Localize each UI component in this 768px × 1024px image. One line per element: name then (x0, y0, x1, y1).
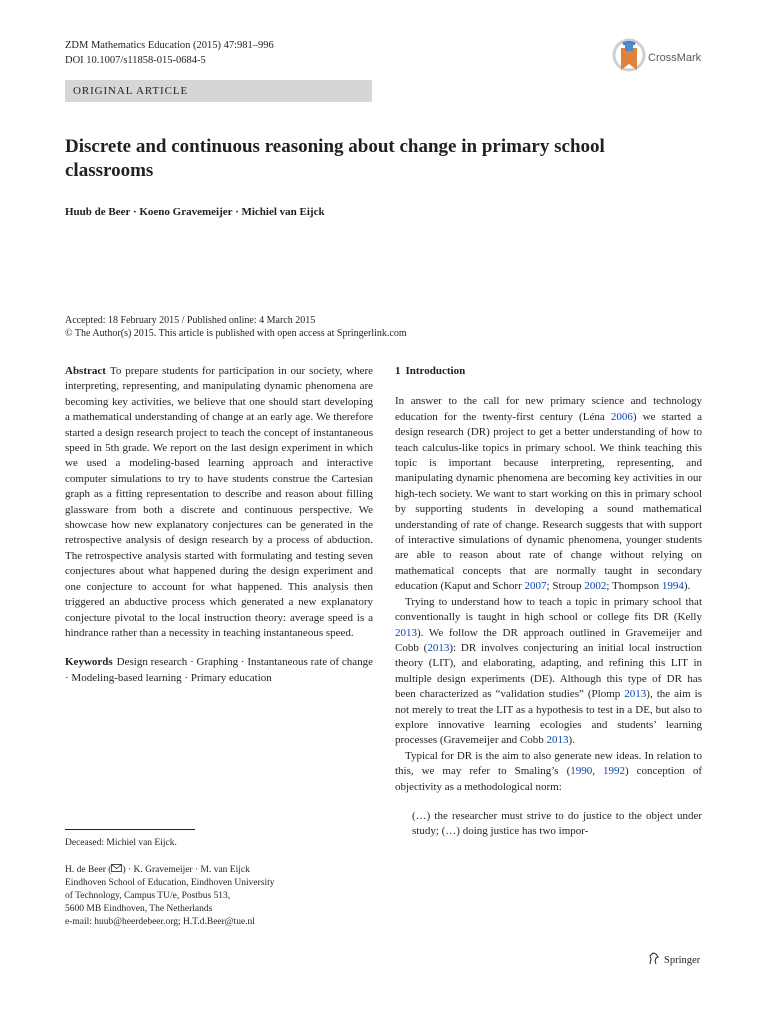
text-run: ). We follow the DR approach outlined in Gravemeijer and Cobb ( (395, 626, 702, 654)
coauthor-names: ) · K. Gravemeijer · M. van Eijck (122, 865, 250, 875)
text-run: ) we started a design research (DR) project to get a better understanding of how to teach calculus-like topics in primary school. We think teaching this topic is important because interpreting, representing, and manipulating dynamic phenomena are becoming key activities in our high-tech society. We want to start working on this in primary school by supporting students in developing a sound mathematical understanding of rate of change. Research suggests that with support of interactive simulations of dynamic phenomena, younger students are able to reason about rate of change without relying on mathematical concepts that are normally taught in secondary education (Kaput and Schorr (395, 410, 702, 593)
abstract-text: To prepare students for participation in our society, where interpreting, representing, and manipulating dynamic phenomena are becoming key activities, we believe that one should start developing a mathematical understanding of change at an early age. We therefore started a design research project to teach the concept of instantaneous speed in 5th grade. We report on the last design experiment in which we used a modeling-based learning approach and interactive computer simulations to try to have students construe the Cartesian graph as a fitting representation to describe and reason about filling glassware from both a discrete and continuous perspective. We showcase how new explanatory conjectures can be generated in the retrospective analysis of design research by a process of abduction. The retrospective analysis started with formulating and testing seven conjectures about what happened during the design experiment and one conjecture to account for what happened. This analysis then triggered an abductive process which generated a new explanatory conjecture pivotal to the local instruction theory: average speed is a hindrance rather than a necessity in teaching instantaneous speed. (65, 365, 373, 639)
affiliation-line: of Technology, Campus TU/e, Postbus 513, (65, 891, 231, 901)
envelope-icon (111, 864, 122, 872)
text-run: Typical for DR is the aim to also generate new ideas. In relation to this, we may refer to Smaling’s ( (395, 749, 702, 778)
publisher-footer (648, 952, 700, 966)
citation-link[interactable]: 2013 (624, 688, 647, 701)
intro-paragraph-2 (395, 595, 702, 749)
crossmark-badge[interactable] (612, 38, 722, 78)
text-run: ; Stroup (546, 580, 585, 593)
text-run: ): DR involves conjecturing an initial local instruction theory (LIT), and elaborating, adapting, and refining this LIT in multiple design experiments (DE). Although this type of DR has been characterized as “validation studies” (Plomp (395, 641, 703, 701)
keywords (65, 655, 373, 686)
intro-paragraph-1 (395, 394, 702, 594)
copyright-notice: © The Author(s) 2015. This article is published with open access at Springerlink.com (65, 328, 407, 339)
keywords-text: Design research · Graphing · Instantaneous rate of change · Modeling-based learning · Primary education (65, 656, 373, 684)
footnote-divider (65, 829, 195, 830)
citation-link[interactable]: 1994 (661, 580, 684, 593)
crossmark-label: CrossMark (648, 52, 702, 64)
email-line[interactable]: e-mail: huub@heerdebeer.org; H.T.d.Beer@tue.nl (65, 917, 255, 927)
footnote-deceased: Deceased: Michiel van Eijck. (65, 838, 177, 848)
citation-link[interactable]: 1990 (570, 765, 593, 778)
publisher-name: Springer (664, 955, 701, 966)
right-column (395, 364, 702, 840)
block-quote: (…) the researcher must strive to do justice to the object under study; (…) doing justice has two impor- (412, 809, 702, 838)
author-list: Huub de Beer · Koeno Gravemeijer · Michiel van Eijck (65, 206, 325, 218)
citation-link[interactable]: 2013 (546, 734, 569, 747)
article-type-banner: ORIGINAL ARTICLE (65, 80, 372, 102)
text-run: , (592, 765, 603, 778)
text-run: ), the aim is not merely to treat the LIT as a hypothesis to test in a DE, but also to explore innovative learning ecologies and students’ learning processes (Gravemeijer and Cobb (395, 688, 703, 747)
left-column (65, 364, 373, 686)
section-title: Introduction (405, 365, 466, 377)
crossmark-icon (612, 38, 646, 78)
journal-volume-line: ZDM Mathematics Education (2015) 47:981–996 (65, 40, 274, 51)
section-number: 1 (395, 365, 401, 377)
citation-link[interactable]: 2013 (395, 626, 417, 639)
publication-dates: Accepted: 18 February 2015 / Published online: 4 March 2015 (65, 315, 316, 326)
affiliation-line: Eindhoven School of Education, Eindhoven University (65, 878, 275, 888)
article-title: Discrete and continuous reasoning about change in primary school classrooms (65, 136, 605, 181)
corresponding-author-line (65, 864, 275, 877)
text-run: ; Thompson (606, 580, 662, 593)
text-run: ). (683, 580, 691, 593)
citation-link[interactable]: 2013 (427, 641, 450, 654)
affiliation-line: 5600 MB Eindhoven, The Netherlands (65, 904, 213, 914)
section-heading-introduction (395, 364, 702, 379)
text-run: ) conception of objectivity as a methodological norm: (395, 765, 703, 793)
text-run: In answer to the call for new primary science and technology education for the twenty-first century (Léna (395, 395, 702, 423)
abstract-label: Abstract (65, 365, 106, 377)
doi-line: DOI 10.1007/s11858-015-0684-5 (65, 55, 206, 66)
keywords-label: Keywords (65, 656, 113, 669)
citation-link[interactable]: 2007 (524, 580, 547, 593)
author-name: H. de Beer ( (65, 865, 112, 875)
citation-link[interactable]: 2006 (610, 410, 633, 423)
text-run: Trying to understand how to teach a topic in primary school that conventionally is taught in high school or college fits DR (Kelly (395, 595, 702, 624)
abstract (65, 364, 373, 641)
author-affiliation (65, 864, 275, 929)
text-run: ). (568, 734, 575, 747)
citation-link[interactable]: 2002 (584, 580, 607, 593)
intro-paragraph-3 (395, 749, 702, 795)
citation-link[interactable]: 1992 (602, 765, 625, 778)
springer-horse-icon (648, 952, 660, 965)
